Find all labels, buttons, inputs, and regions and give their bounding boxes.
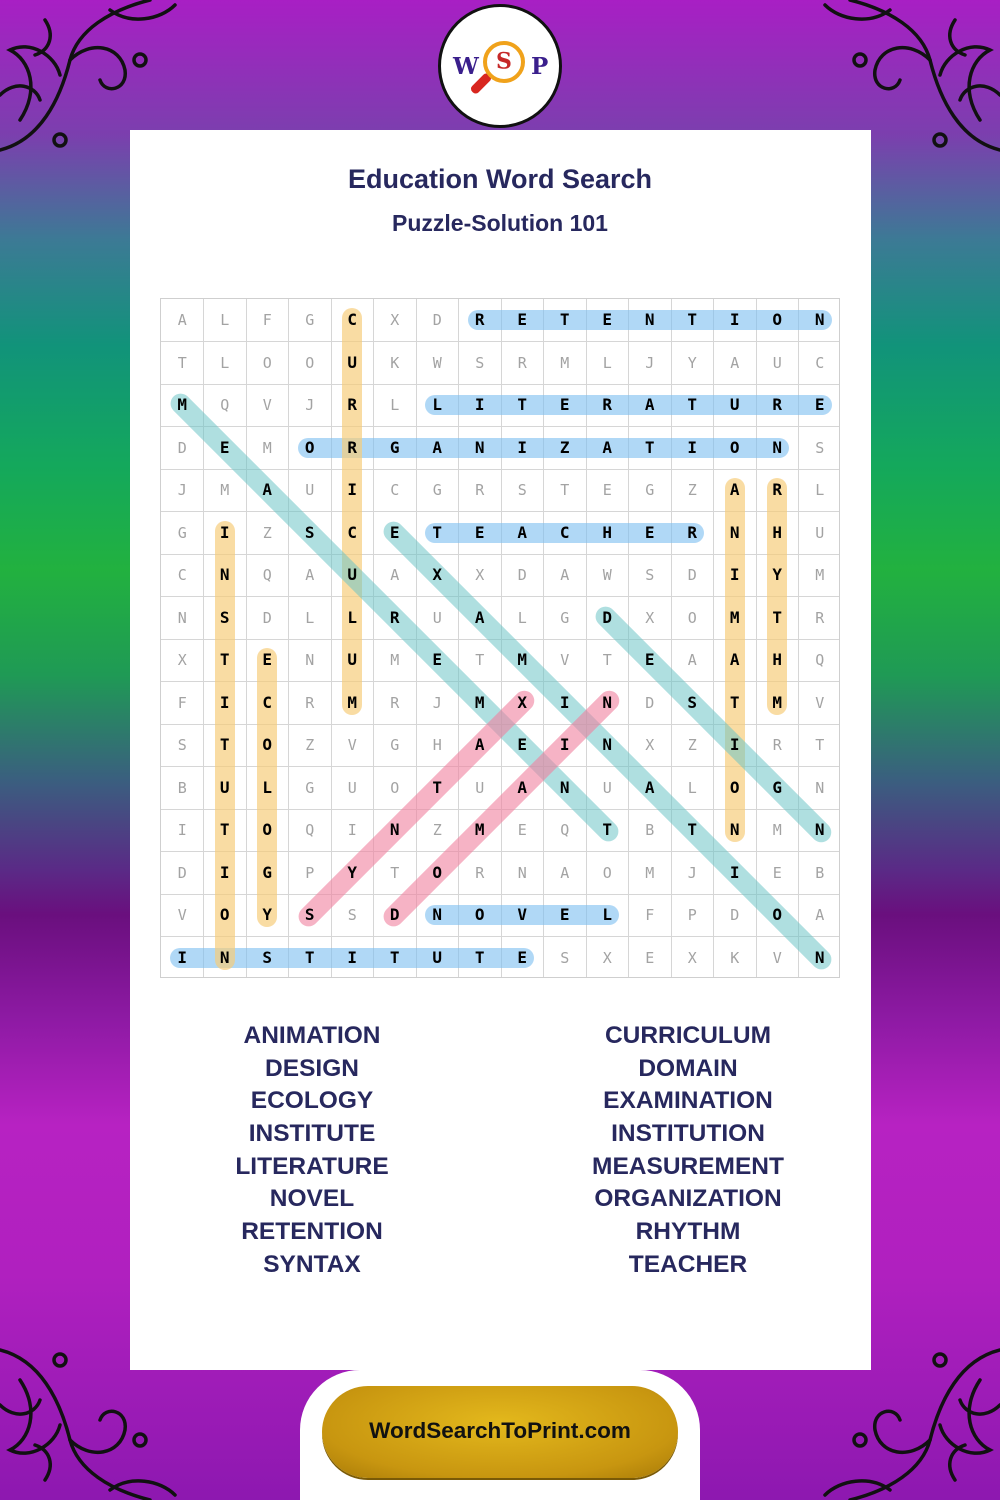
grid-cell[interactable]: D <box>730 906 740 924</box>
grid-cell[interactable]: D <box>262 608 272 627</box>
grid-cell[interactable]: T <box>560 481 570 499</box>
grid-cell[interactable]: D <box>177 863 187 882</box>
grid-cell[interactable]: D <box>645 693 655 712</box>
grid-cell[interactable]: M <box>220 481 230 499</box>
grid-cell[interactable]: D <box>177 438 187 457</box>
grid-cell[interactable]: H <box>602 522 613 542</box>
grid-cell[interactable]: T <box>219 735 230 754</box>
grid-cell[interactable]: N <box>814 310 825 329</box>
grid-cell[interactable]: I <box>219 522 230 542</box>
grid-cell[interactable]: U <box>347 565 358 584</box>
grid-cell[interactable]: X <box>475 566 485 584</box>
grid-cell[interactable]: L <box>347 607 358 627</box>
grid-cell[interactable]: T <box>389 947 400 967</box>
grid-cell[interactable]: I <box>347 947 358 967</box>
grid-cell[interactable]: I <box>729 862 740 882</box>
grid-cell[interactable]: C <box>262 692 273 712</box>
website-url: WordSearchToPrint.com <box>369 1418 631 1443</box>
word-list-item: RETENTION <box>241 1218 383 1246</box>
word-list-item: INSTITUTION <box>611 1120 765 1148</box>
grid-cell[interactable]: P <box>305 863 315 882</box>
grid-cell[interactable]: J <box>645 353 655 372</box>
grid-cell[interactable]: N <box>815 778 825 797</box>
grid-cell[interactable]: G <box>772 777 783 797</box>
grid-cell[interactable]: R <box>687 522 698 542</box>
grid-cell[interactable]: E <box>772 863 782 882</box>
grid-cell[interactable]: L <box>390 396 400 414</box>
grid-cell[interactable]: A <box>602 437 613 457</box>
grid-cell[interactable]: R <box>475 863 485 882</box>
grid-cell[interactable]: G <box>645 481 655 499</box>
grid-cell[interactable]: A <box>560 863 570 882</box>
grid-cell[interactable]: R <box>772 395 783 414</box>
grid-cell[interactable]: Y <box>347 862 358 882</box>
grid-cell[interactable]: N <box>772 437 783 457</box>
grid-cell[interactable]: D <box>602 607 613 627</box>
grid-cell[interactable]: D <box>687 566 697 584</box>
grid-cell[interactable]: F <box>262 311 272 329</box>
grid-cell[interactable]: S <box>177 736 187 754</box>
word-list-item: ECOLOGY <box>250 1087 374 1115</box>
grid-cell[interactable]: I <box>347 480 358 499</box>
grid-cell[interactable]: U <box>347 352 358 372</box>
grid-cell[interactable]: S <box>687 692 698 712</box>
grid-cell[interactable]: E <box>602 310 613 329</box>
grid-cell[interactable]: L <box>432 395 443 414</box>
grid-cell[interactable]: O <box>687 608 697 627</box>
grid-cell[interactable]: O <box>729 437 740 457</box>
page-title: Education Word Search <box>347 164 653 194</box>
grid-cell[interactable]: A <box>474 735 485 754</box>
grid-cell[interactable]: T <box>559 310 570 329</box>
word-list-item: LITERATURE <box>235 1152 389 1180</box>
grid-cell[interactable]: A <box>432 437 443 457</box>
grid-cell[interactable]: O <box>262 735 273 754</box>
grid-cell[interactable]: N <box>729 522 740 542</box>
grid-cell[interactable]: V <box>772 948 782 967</box>
grid-cell[interactable]: N <box>602 692 613 712</box>
grid-cell[interactable]: T <box>474 947 485 967</box>
grid-cell[interactable]: M <box>815 566 825 584</box>
grid-cell[interactable]: Z <box>305 736 315 754</box>
grid-cell[interactable]: U <box>432 608 442 627</box>
grid-cell[interactable]: T <box>219 650 230 669</box>
word-list-item: SYNTAX <box>263 1250 361 1278</box>
grid-cell[interactable]: K <box>730 948 740 967</box>
grid-cell[interactable]: I <box>474 395 485 414</box>
grid-cell[interactable]: R <box>772 480 783 499</box>
word-search-grid <box>160 298 840 978</box>
grid-cell[interactable]: R <box>389 607 400 627</box>
grid-cell[interactable]: J <box>687 863 697 882</box>
grid-cell[interactable]: L <box>602 353 612 372</box>
word-list-item: MEASUREMENT <box>592 1152 784 1180</box>
grid-cell[interactable]: N <box>814 820 825 839</box>
grid-cell[interactable]: E <box>262 650 273 669</box>
grid-cell[interactable]: N <box>559 777 570 797</box>
grid-cell[interactable]: E <box>389 522 400 542</box>
grid-cell[interactable]: S <box>645 566 655 584</box>
grid-cell[interactable]: A <box>517 777 528 797</box>
grid-cell[interactable]: D <box>432 311 442 329</box>
grid-cell[interactable]: J <box>305 396 315 414</box>
word-list-item: DOMAIN <box>638 1054 738 1082</box>
grid-cell[interactable]: U <box>219 777 230 797</box>
grid-cell[interactable]: X <box>645 736 655 754</box>
grid-cell[interactable]: M <box>177 395 188 414</box>
grid-cell[interactable]: G <box>432 481 442 499</box>
grid-cell[interactable]: Q <box>262 566 272 584</box>
grid-cell[interactable]: Z <box>687 481 697 499</box>
grid-cell[interactable]: E <box>602 481 612 499</box>
grid-cell[interactable]: I <box>219 692 230 712</box>
page-subtitle: Puzzle-Solution 101 <box>392 210 608 236</box>
grid-cell[interactable]: W <box>432 353 442 372</box>
grid-cell[interactable]: I <box>729 565 740 584</box>
grid-cell[interactable]: M <box>729 607 740 627</box>
word-list-item: EXAMINATION <box>603 1087 773 1115</box>
grid-cell[interactable]: S <box>475 353 485 372</box>
grid-cell[interactable]: G <box>305 778 315 797</box>
grid-cell[interactable]: E <box>517 821 527 839</box>
grid-cell[interactable]: M <box>645 863 655 882</box>
word-list-item: DESIGN <box>265 1054 359 1082</box>
grid-cell[interactable]: A <box>644 395 655 414</box>
grid-cell[interactable]: I <box>219 862 230 882</box>
grid-cell[interactable]: N <box>305 651 315 669</box>
logo-letter-s: S <box>496 48 512 75</box>
grid-cell[interactable]: G <box>560 608 570 627</box>
grid-cell[interactable]: E <box>517 947 528 967</box>
grid-cell[interactable]: A <box>474 607 485 627</box>
grid-cell[interactable]: Q <box>560 821 570 839</box>
grid-cell[interactable]: L <box>262 777 273 797</box>
grid-cell[interactable]: I <box>347 821 357 839</box>
grid-cell[interactable]: C <box>815 353 825 372</box>
grid-cell[interactable]: A <box>644 777 655 797</box>
grid-cell[interactable]: L <box>517 608 527 627</box>
grid-cell[interactable]: T <box>390 863 400 882</box>
grid-cell[interactable]: U <box>475 778 485 797</box>
grid-cell[interactable]: Y <box>687 353 697 372</box>
grid-cell[interactable]: X <box>390 311 400 329</box>
grid-cell[interactable]: G <box>389 437 400 457</box>
grid-cell[interactable]: S <box>815 438 825 457</box>
grid-cell[interactable]: Q <box>815 651 825 669</box>
grid-cell[interactable]: M <box>772 821 782 839</box>
grid-cell[interactable]: J <box>177 481 187 499</box>
grid-cell[interactable]: P <box>687 906 697 924</box>
grid-cell[interactable]: O <box>305 353 315 372</box>
grid-cell[interactable]: O <box>262 820 273 839</box>
grid-cell[interactable]: V <box>815 693 825 712</box>
grid-cell[interactable]: E <box>644 522 655 542</box>
grid-cell[interactable]: T <box>432 522 443 542</box>
grid-cell[interactable]: S <box>262 947 273 967</box>
grid-cell[interactable]: O <box>219 905 230 924</box>
grid-cell[interactable]: S <box>560 948 570 967</box>
grid-cell[interactable]: M <box>517 650 528 669</box>
word-list-item: INSTITUTE <box>248 1120 376 1148</box>
grid-cell[interactable]: D <box>517 566 527 584</box>
grid-cell[interactable]: I <box>559 692 570 712</box>
grid-cell[interactable]: S <box>219 607 230 627</box>
grid-cell[interactable]: N <box>517 863 527 882</box>
grid-cell[interactable]: H <box>772 650 783 669</box>
grid-cell[interactable]: C <box>347 310 358 329</box>
grid-cell[interactable]: G <box>305 311 315 329</box>
grid-cell[interactable]: R <box>517 353 527 372</box>
grid-cell[interactable]: G <box>390 736 400 754</box>
grid-cell[interactable]: R <box>474 310 485 329</box>
logo-letter-p: P <box>531 53 549 80</box>
grid-cell[interactable]: R <box>305 693 315 712</box>
grid-cell[interactable]: L <box>687 778 697 797</box>
grid-cell[interactable]: M <box>474 692 485 712</box>
grid-cell[interactable]: E <box>814 395 825 414</box>
grid-cell[interactable]: E <box>517 310 528 329</box>
grid-cell[interactable]: S <box>517 481 527 499</box>
grid-cell[interactable]: N <box>389 820 400 839</box>
grid-cell[interactable]: H <box>772 522 783 542</box>
grid-cell[interactable]: O <box>432 862 443 882</box>
grid-cell[interactable]: T <box>517 395 528 414</box>
grid-cell[interactable]: U <box>602 778 612 797</box>
grid-cell[interactable]: M <box>347 692 358 712</box>
grid-cell[interactable]: X <box>602 948 612 967</box>
grid-cell[interactable]: L <box>602 905 613 924</box>
grid-cell[interactable]: F <box>645 906 655 924</box>
grid-cell[interactable]: L <box>220 311 230 329</box>
magnifier-icon <box>483 41 525 83</box>
grid-cell[interactable]: T <box>602 820 613 839</box>
grid-cell[interactable]: Q <box>305 821 315 839</box>
grid-cell[interactable]: Z <box>559 437 570 457</box>
grid-cell[interactable]: A <box>177 311 187 329</box>
grid-cell[interactable]: N <box>602 735 613 754</box>
grid-cell[interactable]: T <box>432 777 443 797</box>
grid-cell[interactable]: R <box>772 736 782 754</box>
grid-cell[interactable]: V <box>177 906 187 924</box>
grid-cell[interactable]: U <box>305 481 315 499</box>
grid-cell[interactable]: O <box>772 310 783 329</box>
grid-cell[interactable]: C <box>177 566 187 584</box>
grid-cell[interactable]: U <box>772 353 782 372</box>
grid-cell[interactable]: A <box>262 480 273 499</box>
word-list-item: ORGANIZATION <box>594 1185 782 1213</box>
grid-cell[interactable]: U <box>729 395 740 414</box>
grid-cell[interactable]: R <box>390 693 400 712</box>
grid-cell[interactable]: A <box>687 651 697 669</box>
grid-cell[interactable]: E <box>474 522 485 542</box>
grid-cell[interactable]: G <box>177 523 187 542</box>
grid-cell[interactable]: V <box>517 905 528 924</box>
grid-cell[interactable]: U <box>347 650 358 669</box>
grid-cell[interactable]: C <box>390 481 400 499</box>
grid-cell[interactable]: Z <box>687 736 697 754</box>
grid-cell[interactable]: F <box>177 693 187 712</box>
grid-cell[interactable]: O <box>304 437 315 457</box>
grid-cell[interactable]: E <box>432 650 443 669</box>
grid-cell[interactable]: R <box>347 437 358 457</box>
grid-cell[interactable]: M <box>560 353 570 372</box>
grid-cell[interactable]: T <box>815 736 825 754</box>
grid-cell[interactable]: U <box>432 947 443 967</box>
grid-cell[interactable]: Z <box>432 821 442 839</box>
grid-cell[interactable]: I <box>177 947 188 967</box>
site-logo[interactable] <box>438 4 562 128</box>
grid-cell[interactable]: N <box>474 437 485 457</box>
grid-cell[interactable]: A <box>305 566 315 584</box>
grid-cell[interactable]: T <box>177 353 187 372</box>
grid-cell[interactable]: T <box>687 395 698 414</box>
logo-letter-w: W <box>453 53 479 80</box>
grid-cell[interactable]: S <box>347 906 357 924</box>
grid-cell[interactable]: U <box>347 778 357 797</box>
grid-cell[interactable]: R <box>347 395 358 414</box>
grid-cell[interactable]: E <box>559 905 570 924</box>
grid-cell[interactable]: R <box>815 608 825 627</box>
grid-cell[interactable]: R <box>602 395 613 414</box>
grid-cell[interactable]: L <box>220 353 230 372</box>
grid-cell[interactable]: N <box>219 565 230 584</box>
grid-cell[interactable]: B <box>815 863 825 882</box>
grid-cell[interactable]: J <box>432 693 442 712</box>
grid-cell[interactable]: N <box>814 947 825 967</box>
grid-cell[interactable]: X <box>177 651 187 669</box>
word-list-item: TEACHER <box>628 1250 748 1278</box>
grid-cell[interactable]: X <box>687 948 697 967</box>
grid-cell[interactable]: I <box>177 821 187 839</box>
grid-cell[interactable]: S <box>304 522 315 542</box>
grid-cell[interactable]: A <box>730 353 740 372</box>
grid-cell[interactable]: B <box>177 778 187 797</box>
grid-cell[interactable]: Q <box>220 396 230 414</box>
grid-cell[interactable]: O <box>390 778 400 797</box>
grid-cell[interactable]: M <box>390 651 400 669</box>
grid-cell[interactable]: H <box>432 736 442 754</box>
grid-cell[interactable]: V <box>347 736 357 754</box>
grid-cell[interactable]: T <box>644 437 655 457</box>
grid-cell[interactable]: V <box>560 651 570 669</box>
grid-cell[interactable]: G <box>262 862 273 882</box>
grid-cell[interactable]: E <box>219 437 230 457</box>
grid-cell[interactable]: S <box>304 905 315 924</box>
grid-cell[interactable]: T <box>304 947 315 967</box>
grid-cell[interactable]: B <box>645 821 655 839</box>
grid-cell[interactable]: T <box>772 607 783 627</box>
grid-cell[interactable]: E <box>644 650 655 669</box>
grid-cell[interactable]: T <box>602 651 612 669</box>
grid-cell[interactable]: X <box>432 565 443 584</box>
grid-cell[interactable]: I <box>517 437 528 457</box>
grid-cell[interactable]: M <box>262 438 272 457</box>
grid-cell[interactable]: A <box>390 566 400 584</box>
grid-cell[interactable]: N <box>644 310 655 329</box>
grid-cell[interactable]: E <box>559 395 570 414</box>
grid-cell[interactable]: A <box>729 480 740 499</box>
grid-cell[interactable]: O <box>729 777 740 797</box>
website-button[interactable] <box>322 1386 678 1478</box>
grid-cell[interactable]: O <box>772 905 783 924</box>
grid-cell[interactable]: T <box>687 820 698 839</box>
grid-cell[interactable]: L <box>815 481 825 499</box>
grid-cell[interactable]: I <box>687 437 698 457</box>
grid-cell[interactable]: O <box>602 863 612 882</box>
grid-cell[interactable]: X <box>517 692 528 712</box>
grid-cell[interactable]: N <box>219 947 230 967</box>
grid-cell[interactable]: I <box>729 310 740 329</box>
grid-cell[interactable]: I <box>729 735 740 754</box>
grid-cell[interactable]: Z <box>262 523 272 542</box>
grid-cell[interactable]: A <box>560 566 570 584</box>
grid-cell[interactable]: D <box>389 905 400 924</box>
grid-cell[interactable]: T <box>219 820 230 839</box>
grid-cell[interactable]: E <box>645 948 655 967</box>
grid-cell[interactable]: K <box>390 353 400 372</box>
word-list-right <box>523 1020 853 1282</box>
grid-cell[interactable]: W <box>602 566 612 584</box>
grid-cell[interactable]: M <box>474 820 485 839</box>
grid-cell[interactable]: N <box>729 820 740 839</box>
grid-cell[interactable]: N <box>177 608 187 627</box>
grid-cell[interactable]: E <box>517 735 528 754</box>
word-list-item: RHYTHM <box>635 1218 741 1246</box>
grid-cell[interactable]: T <box>729 692 740 712</box>
grid-cell[interactable]: O <box>474 905 485 924</box>
word-list-item: NOVEL <box>269 1185 355 1213</box>
grid-cell[interactable]: A <box>815 906 825 924</box>
word-list-item: ANIMATION <box>243 1022 381 1049</box>
grid-cell[interactable]: M <box>772 692 783 712</box>
grid-cell[interactable]: A <box>729 650 740 669</box>
grid-cell[interactable]: C <box>347 522 358 542</box>
grid-cell[interactable]: X <box>645 608 655 627</box>
grid-cell[interactable]: L <box>305 608 315 627</box>
grid-cell[interactable]: V <box>262 396 272 414</box>
word-list-left <box>147 1020 477 1282</box>
grid-cell[interactable]: I <box>559 735 570 754</box>
grid-cell[interactable]: N <box>432 905 443 924</box>
grid-cell[interactable]: T <box>475 651 485 669</box>
grid-cell[interactable]: Y <box>262 905 273 924</box>
grid-cell[interactable]: O <box>262 353 272 372</box>
grid-cell[interactable]: T <box>687 310 698 329</box>
grid-cell[interactable]: U <box>815 523 825 542</box>
grid-cell[interactable]: Y <box>772 565 783 584</box>
grid-cell[interactable]: C <box>559 522 570 542</box>
grid-cell[interactable]: R <box>475 481 485 499</box>
word-list-item: CURRICULUM <box>604 1022 772 1049</box>
grid-cell[interactable]: A <box>517 522 528 542</box>
